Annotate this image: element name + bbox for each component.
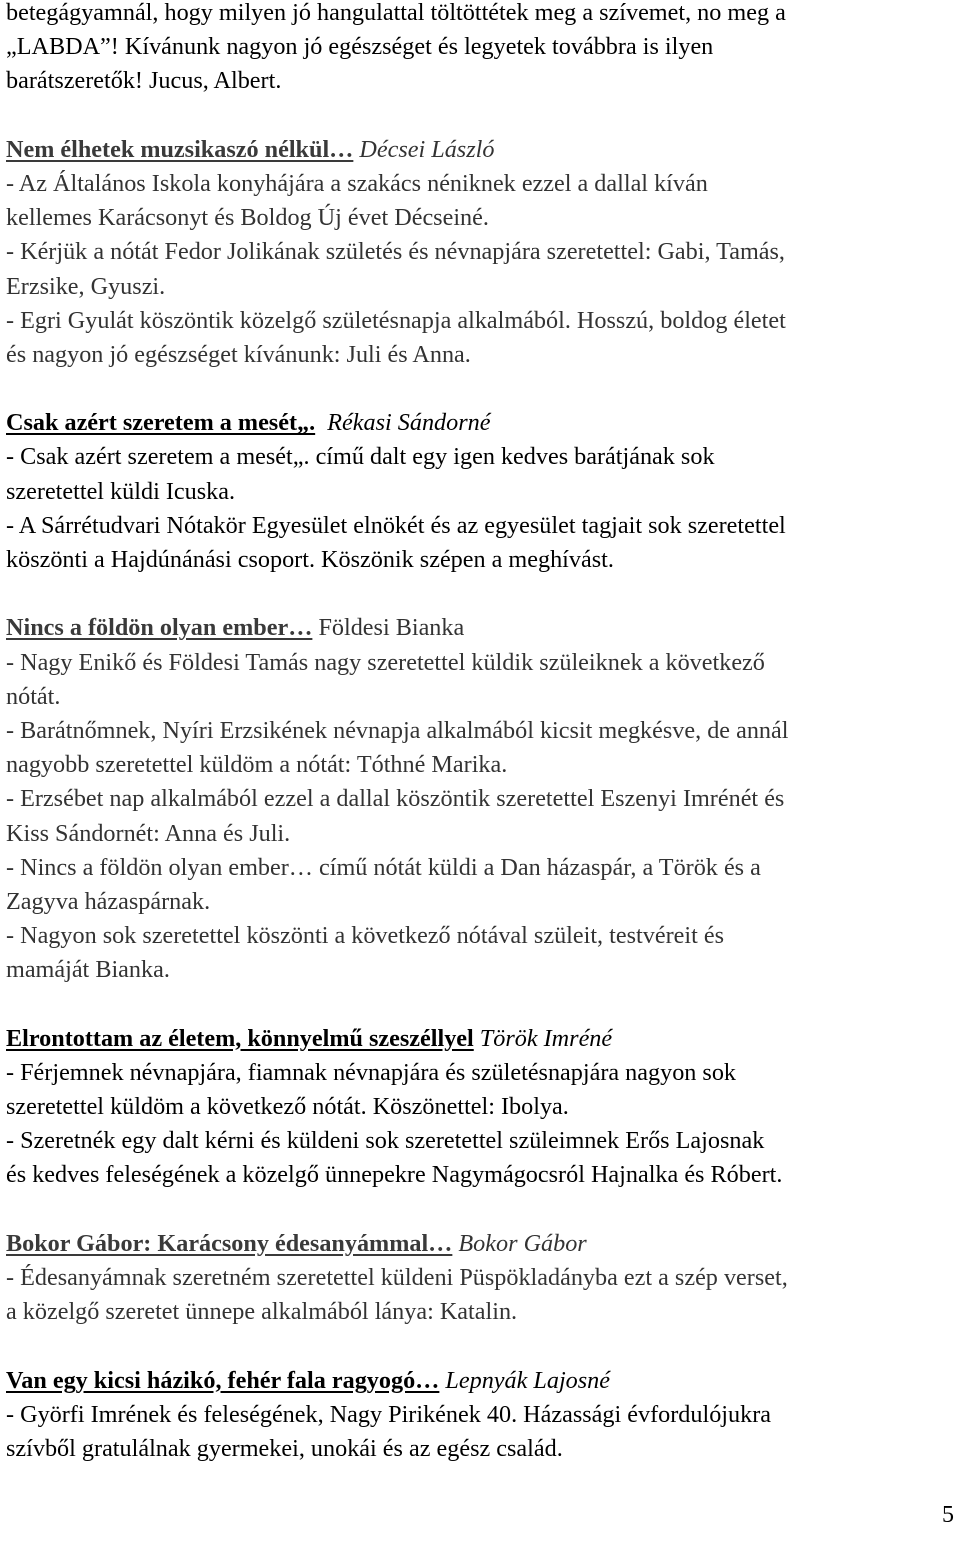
song-author: Lepnyák Lajosné [445,1366,610,1394]
text-line: Zagyva házaspárnak. [6,887,211,915]
text-line: barátszeretők! Jucus, Albert. [6,67,282,95]
song-author: Török Imréné [479,1024,613,1052]
text-line: a közelgő szeretet ünnepe alkalmából lánya: Katalin. [6,1298,518,1326]
text-line: - Nagy Enikő és Földesi Tamás nagy szeretettel küldik szüleiknek a következő [6,648,765,676]
text-line: és kedves feleségének a közelgő ünnepekre Nagymágocsról Hajnalka és Róbert. [6,1161,783,1189]
song-heading [6,133,956,167]
text-line: - Férjemnek névnapjára, fiamnak névnapjára és születésnapjára nagyon sok [6,1058,737,1086]
section-song-4 [6,1022,956,1193]
text-line: - Barátnőmnek, Nyíri Erzsikének névnapja alkalmából kicsit megkésve, de annál [6,716,789,744]
song-heading [6,611,956,645]
song-title: Van egy kicsi házikó, fehér fala ragyogó… [6,1366,440,1394]
song-heading [6,406,956,440]
section-song-5 [6,1227,956,1330]
document-page [6,0,956,1466]
text-line: - Szeretnék egy dalt kérni és küldeni sok szeretettel szüleimnek Erős Lajosnak [6,1127,765,1155]
text-line: szívből gratulálnak gyermekei, unokái és az egész család. [6,1434,563,1462]
song-title: Nem élhetek muzsikaszó nélkül… [6,135,354,163]
page-number: 5 [942,1502,954,1528]
text-line: kellemes Karácsonyt és Boldog Új évet Décseiné. [6,204,489,232]
section-song-6 [6,1364,956,1467]
text-line: - Az Általános Iskola konyhájára a szakács néniknek ezzel a dallal kíván [6,169,708,197]
text-line: - Erzsébet nap alkalmából ezzel a dallal köszöntik szeretettel Eszenyi Imrénét és [6,785,785,813]
song-title: Csak azért szeretem a mesét„. [6,409,316,437]
text-line: „LABDA”! Kívánunk nagyon jó egészséget és legyetek továbbra is ilyen [6,33,714,61]
song-title: Nincs a földön olyan ember… [6,614,313,642]
song-author: Rékasi Sándorné [327,409,491,437]
section-song-3 [6,611,956,987]
text-line: - Nincs a földön olyan ember… című nótát küldi a Dan házaspár, a Török és a [6,853,761,881]
text-line: - Kérjük a nótát Fedor Jolikának születés és névnapjára szeretettel: Gabi, Tamás, [6,238,785,266]
text-line: és nagyon jó egészséget kívánunk: Juli és Anna. [6,340,471,368]
section-continuation [6,0,956,99]
text-line: - Egri Gyulát köszöntik közelgő születésnapja alkalmából. Hosszú, boldog életet [6,306,786,334]
song-author: Bokor Gábor [458,1229,587,1257]
text-line: szeretettel küldi Icuska. [6,477,236,505]
section-song-2 [6,406,956,577]
song-author: Décsei László [359,135,495,163]
text-line: - Nagyon sok szeretettel köszönti a következő nótával szüleit, testvéreit és [6,922,724,950]
song-author: Földesi Bianka [318,614,465,642]
text-line: - Györfi Imrének és feleségének, Nagy Pirikének 40. Házassági évfordulójukra [6,1400,771,1428]
text-line: - Édesanyámnak szeretném szeretettel küldeni Püspökladányba ezt a szép verset, [6,1263,788,1291]
song-heading [6,1227,956,1261]
text-line: szeretettel küldöm a következő nótát. Köszönettel: Ibolya. [6,1093,569,1120]
text-line: nótát. [6,682,61,710]
section-song-1 [6,133,956,372]
text-line: - A Sárrétudvari Nótakör Egyesület elnökét és az egyesület tagjait sok szeretettel [6,511,786,539]
text-line: betegágyamnál, hogy milyen jó hangulattal töltöttétek meg a szívemet, no meg a [6,0,786,26]
text-line: Kiss Sándornét: Anna és Juli. [6,819,291,847]
song-heading [6,1022,956,1056]
text-line: - Csak azért szeretem a mesét„. című dalt egy igen kedves barátjának sok [6,443,715,471]
text-line: nagyobb szeretettel küldöm a nótát: Tóthné Marika. [6,751,508,779]
text-line: Erzsike, Gyuszi. [6,272,166,300]
song-title: Elrontottam az életem, könnyelmű szeszéllyel [6,1024,474,1052]
text-line: köszönti a Hajdúnánási csoport. Köszönik szépen a meghívást. [6,546,614,573]
song-heading [6,1364,956,1398]
song-title: Bokor Gábor: Karácsony édesanyámmal… [6,1229,453,1257]
text-line: mamáját Bianka. [6,956,170,984]
